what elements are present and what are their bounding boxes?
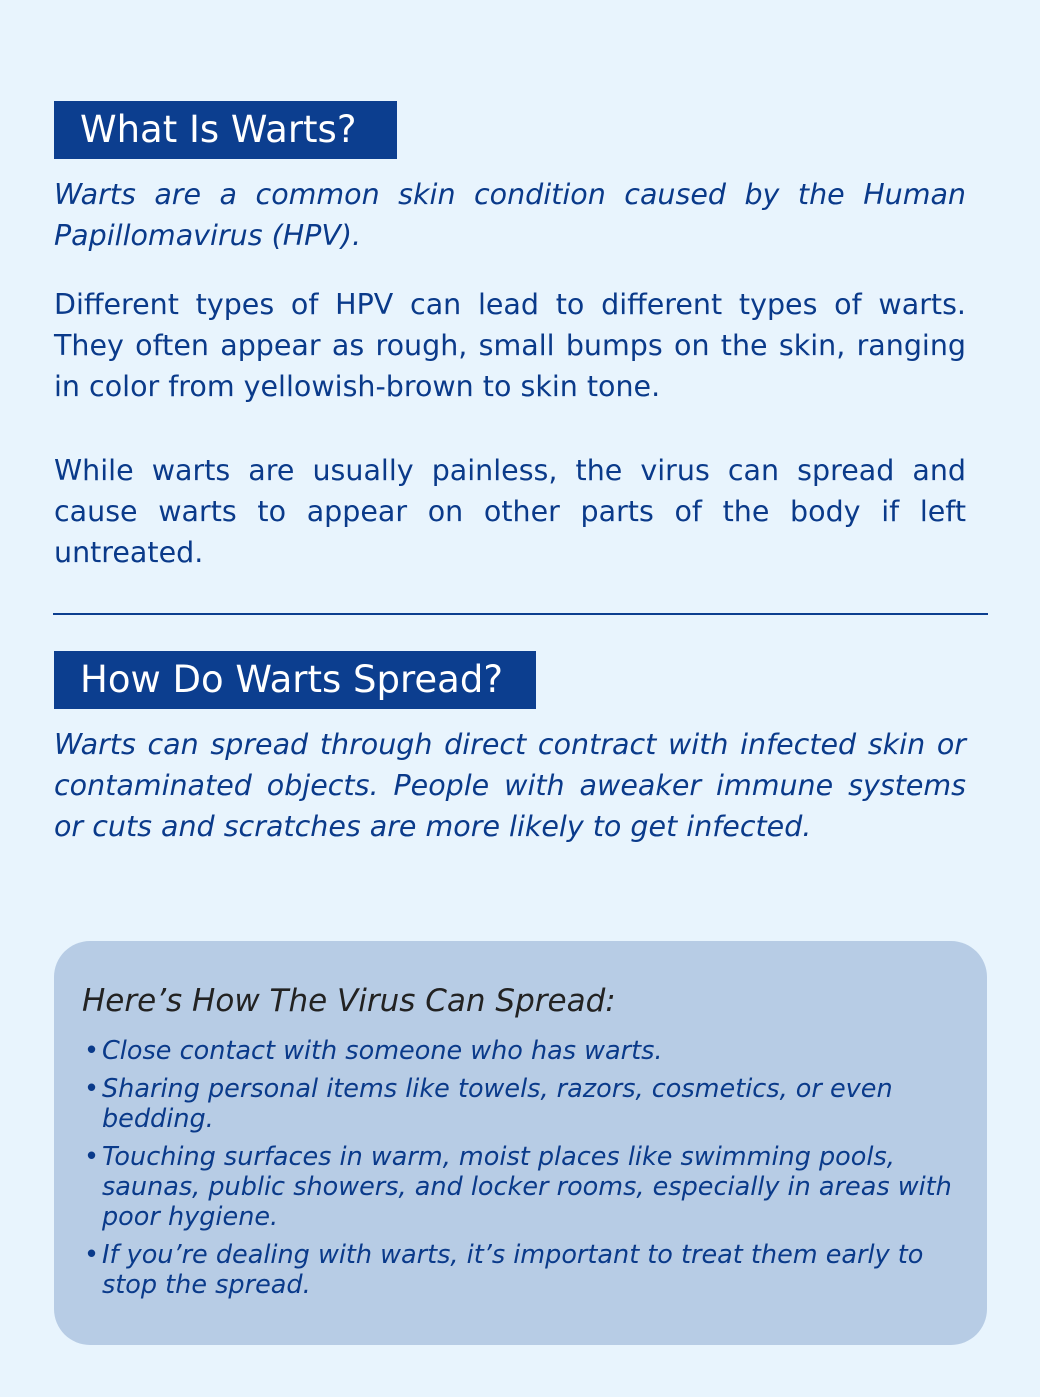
bullet-icon: • xyxy=(84,1036,100,1066)
section-heading-what-is-warts: What Is Warts? xyxy=(54,101,397,159)
list-item xyxy=(84,1240,969,1300)
section-divider xyxy=(53,613,988,615)
list-item-text: Touching surfaces in warm, moist places like swimming pools, saunas, public showers, and locker rooms, especially in areas with poor hygiene. xyxy=(102,1142,952,1232)
list-item-text: Close contact with someone who has warts. xyxy=(102,1036,663,1066)
list-item xyxy=(84,1074,969,1134)
spread-list xyxy=(84,1036,969,1308)
section-heading-how-warts-spread: How Do Warts Spread? xyxy=(54,651,536,709)
bullet-icon: • xyxy=(84,1240,100,1270)
spread-intro-text: Warts can spread through direct contract with infected skin or contaminated objects. People with aweaker immune systems or cuts and scratches are more likely to get infected. xyxy=(54,728,966,843)
list-item-text: If you’re dealing with warts, it’s important to treat them early to stop the spread. xyxy=(102,1240,924,1300)
warts-spread-paragraph: While warts are usually painless, the virus can spread and cause warts to appear on other parts of the body if left untreated. xyxy=(54,454,966,569)
callout-title: Here’s How The Virus Can Spread: xyxy=(82,983,616,1019)
spread-callout-box xyxy=(54,941,987,1345)
list-item xyxy=(84,1036,969,1066)
list-item-text: Sharing personal items like towels, razors, cosmetics, or even bedding. xyxy=(102,1074,893,1134)
bullet-icon: • xyxy=(84,1142,100,1172)
list-item xyxy=(84,1142,969,1232)
warts-intro-text: Warts are a common skin condition caused by the Human Papillomavirus (HPV). xyxy=(54,178,966,252)
bullet-icon: • xyxy=(84,1074,100,1104)
hpv-types-paragraph: Different types of HPV can lead to different types of warts. They often appear as rough, small bumps on the skin, ranging in color from yellowish-brown to skin tone. xyxy=(54,288,966,403)
